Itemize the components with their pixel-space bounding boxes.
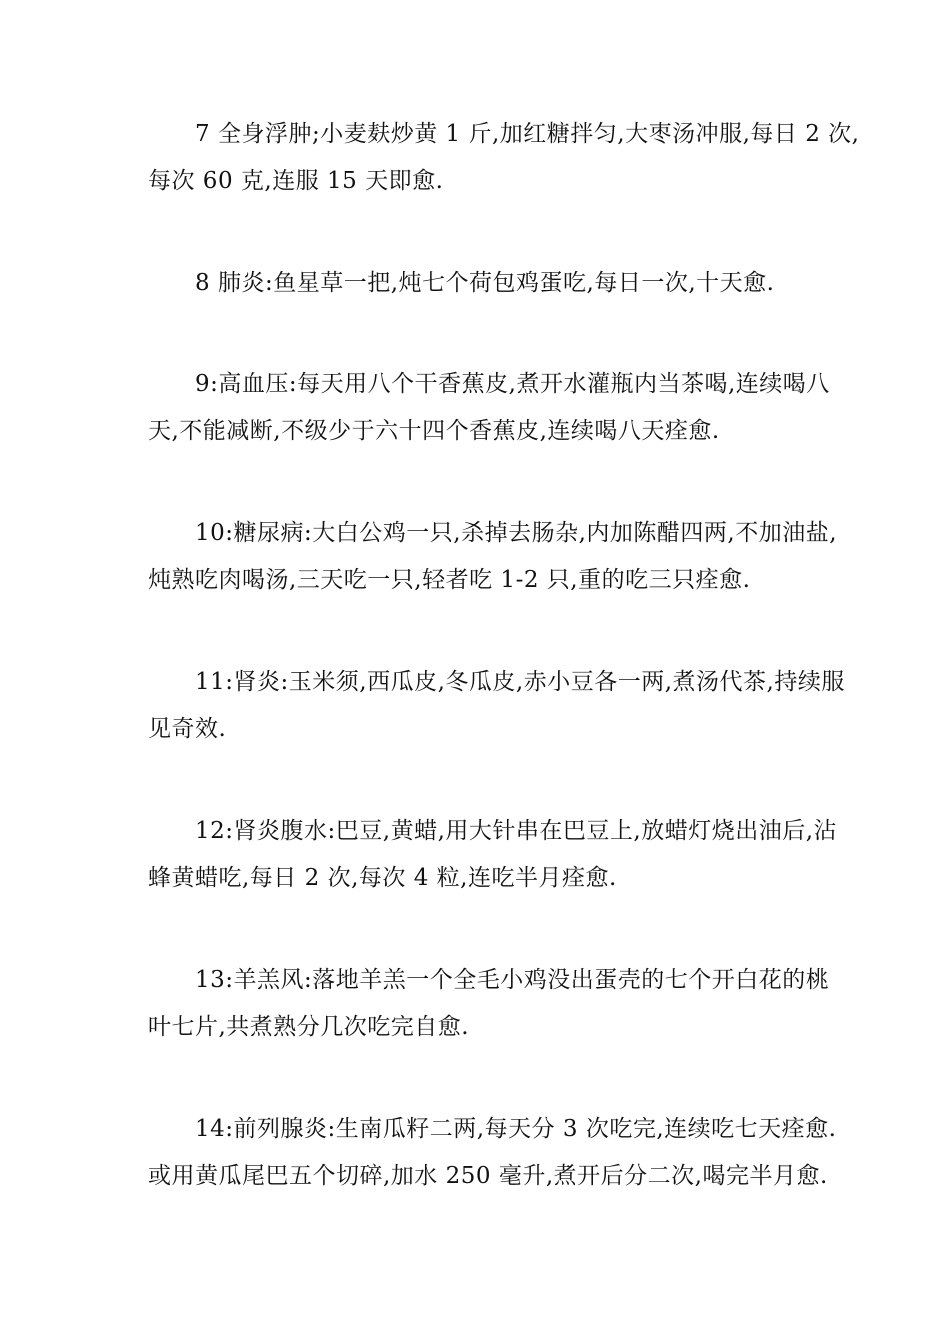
paragraph-line: 炖熟吃肉喝汤,三天吃一只,轻者吃 1-2 只,重的吃三只痊愈.	[148, 567, 751, 593]
paragraph-line: 14:前列腺炎:生南瓜籽二两,每天分 3 次吃完,连续吃七天痊愈.	[195, 1116, 837, 1142]
paragraph-line: 天,不能减断,不级少于六十四个香蕉皮,连续喝八天痊愈.	[148, 418, 720, 444]
paragraph-line: 13:羊羔风:落地羊羔一个全毛小鸡没出蛋壳的七个开白花的桃	[195, 967, 830, 993]
paragraph-line: 或用黄瓜尾巴五个切碎,加水 250 毫升,煮开后分二次,喝完半月愈.	[148, 1163, 828, 1189]
remedy-paragraph-13	[148, 957, 860, 1051]
remedy-paragraph-14	[148, 1106, 860, 1200]
paragraph-line: 10:糖尿病:大白公鸡一只,杀掉去肠杂,内加陈醋四两,不加油盐,	[195, 520, 838, 546]
remedy-paragraph-11	[148, 659, 860, 753]
paragraph-line: 8 肺炎:鱼星草一把,炖七个荷包鸡蛋吃,每日一次,十天愈.	[195, 270, 775, 296]
paragraph-line: 12:肾炎腹水:巴豆,黄蜡,用大针串在巴豆上,放蜡灯烧出油后,沾	[195, 818, 838, 844]
remedy-paragraph-8	[148, 260, 860, 307]
paragraph-line: 见奇效.	[148, 716, 227, 742]
remedy-paragraph-10	[148, 510, 860, 604]
paragraph-line: 叶七片,共煮熟分几次吃完自愈.	[148, 1014, 470, 1040]
remedy-paragraph-9	[148, 361, 860, 455]
remedy-paragraph-12	[148, 808, 860, 902]
paragraph-line: 7 全身浮肿;小麦麸炒黄 1 斤,加红糖拌匀,大枣汤冲服,每日 2 次,	[195, 121, 860, 147]
paragraph-line: 11:肾炎:玉米须,西瓜皮,冬瓜皮,赤小豆各一两,煮汤代茶,持续服	[195, 669, 845, 695]
paragraph-line: 每次 60 克,连服 15 天即愈.	[148, 168, 444, 194]
remedy-paragraph-7	[148, 111, 860, 205]
paragraph-line: 蜂黄蜡吃,每日 2 次,每次 4 粒,连吃半月痊愈.	[148, 865, 617, 891]
paragraph-line: 9:高血压:每天用八个干香蕉皮,煮开水灌瓶内当茶喝,连续喝八	[195, 371, 830, 397]
